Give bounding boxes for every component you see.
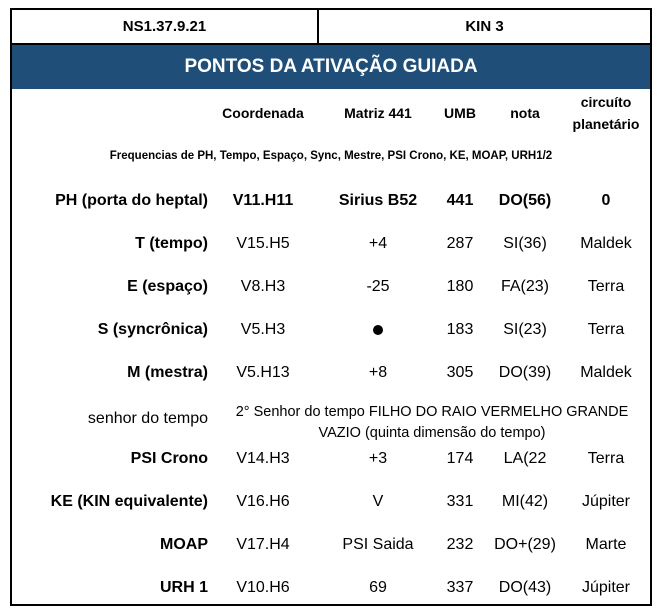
row-circuito: Terra: [587, 278, 625, 295]
table-row: [12, 574, 650, 604]
row-nota: DO+(29): [494, 536, 556, 553]
row-coord: V11.H11: [232, 192, 294, 209]
row-matriz: V: [372, 493, 384, 510]
senhor-line1: 2° Senhor do tempo FILHO DO RAIO VERMELHO GRANDE: [235, 404, 629, 420]
senhor-row: [12, 402, 650, 448]
row-nota: MI(42): [501, 493, 549, 510]
row-circuito: Terra: [587, 450, 625, 467]
col-circuito-line1: circuíto: [580, 94, 632, 110]
row-label: PH (porta do heptal): [55, 192, 208, 209]
row-umb: 441: [446, 192, 474, 209]
row-nota: SI(23): [503, 321, 547, 338]
row-label: T (tempo): [135, 235, 208, 252]
row-matriz: Sirius B52: [338, 192, 418, 209]
col-matriz: Matriz 441: [344, 105, 412, 121]
row-coord: V8.H3: [240, 278, 286, 295]
row-label: PSI Crono: [130, 450, 208, 467]
header-row: [12, 10, 650, 45]
row-label: KE (KIN equivalente): [50, 493, 208, 510]
row-label: URH 1: [159, 579, 208, 596]
frequencias-note: Frequencias de PH, Tempo, Espaço, Sync, Mestre, PSI Crono, KE, MOAP, URH1/2: [109, 150, 553, 162]
table-row: [12, 488, 650, 518]
table-row: [12, 316, 650, 346]
row-matriz: [328, 321, 428, 339]
row-nota: DO(39): [498, 364, 552, 381]
row-circuito: Júpiter: [581, 579, 631, 596]
row-coord: V10.H6: [236, 579, 290, 596]
row-coord: V16.H6: [236, 493, 290, 510]
row-nota: FA(23): [500, 278, 549, 295]
row-matriz: +8: [368, 364, 388, 381]
row-matriz: PSI Saida: [342, 536, 414, 553]
table-row: [12, 230, 650, 260]
row-umb: 305: [446, 364, 474, 381]
row-umb: 232: [446, 536, 474, 553]
row-nota: LA(22: [503, 450, 547, 467]
row-coord: V14.H3: [236, 450, 290, 467]
row-label: E (espaço): [127, 278, 208, 295]
row-label: S (syncrônica): [97, 321, 208, 338]
row-coord: V17.H4: [236, 536, 290, 553]
row-circuito: Júpiter: [581, 493, 631, 510]
row-umb: 174: [446, 450, 474, 467]
row-umb: 180: [446, 278, 474, 295]
row-nota: SI(36): [503, 235, 547, 252]
row-circuito: Maldek: [580, 235, 632, 252]
senhor-line2: VAZIO (quinta dimensão do tempo): [318, 425, 546, 441]
row-circuito: Maldek: [580, 364, 632, 381]
row-matriz: 69: [369, 579, 387, 596]
header-date: NS1.37.9.21: [122, 18, 207, 35]
activation-table: [10, 8, 652, 606]
col-coordenada: Coordenada: [222, 105, 304, 121]
table-row: [12, 187, 650, 217]
row-label: MOAP: [160, 536, 208, 553]
row-circuito: Terra: [587, 321, 625, 338]
row-nota: DO(43): [498, 579, 552, 596]
row-coord: V5.H3: [240, 321, 286, 338]
col-umb: UMB: [444, 105, 476, 121]
row-circuito: Marte: [585, 536, 627, 553]
row-matriz: +4: [368, 235, 388, 252]
row-label: M (mestra): [127, 364, 208, 381]
row-nota: DO(56): [498, 192, 552, 209]
col-nota: nota: [510, 105, 540, 121]
row-circuito: 0: [601, 192, 611, 209]
row-matriz: -25: [366, 278, 390, 295]
senhor-note: [218, 402, 646, 444]
header-kin: KIN 3: [465, 18, 504, 35]
table-row: [12, 531, 650, 561]
row-coord: V5.H13: [236, 364, 290, 381]
table-title: PONTOS DA ATIVAÇÃO GUIADA: [12, 45, 650, 89]
row-umb: 337: [446, 579, 474, 596]
row-umb: 287: [446, 235, 474, 252]
table-row: [12, 359, 650, 389]
row-matriz: +3: [368, 450, 388, 467]
table-row: [12, 445, 650, 475]
table-row: [12, 273, 650, 303]
row-umb: 331: [446, 493, 474, 510]
dot-icon: [373, 325, 383, 335]
col-circuito-line2: planetário: [572, 116, 640, 132]
senhor-label: senhor do tempo: [87, 410, 208, 427]
row-coord: V15.H5: [236, 235, 290, 252]
row-umb: 183: [446, 321, 474, 338]
